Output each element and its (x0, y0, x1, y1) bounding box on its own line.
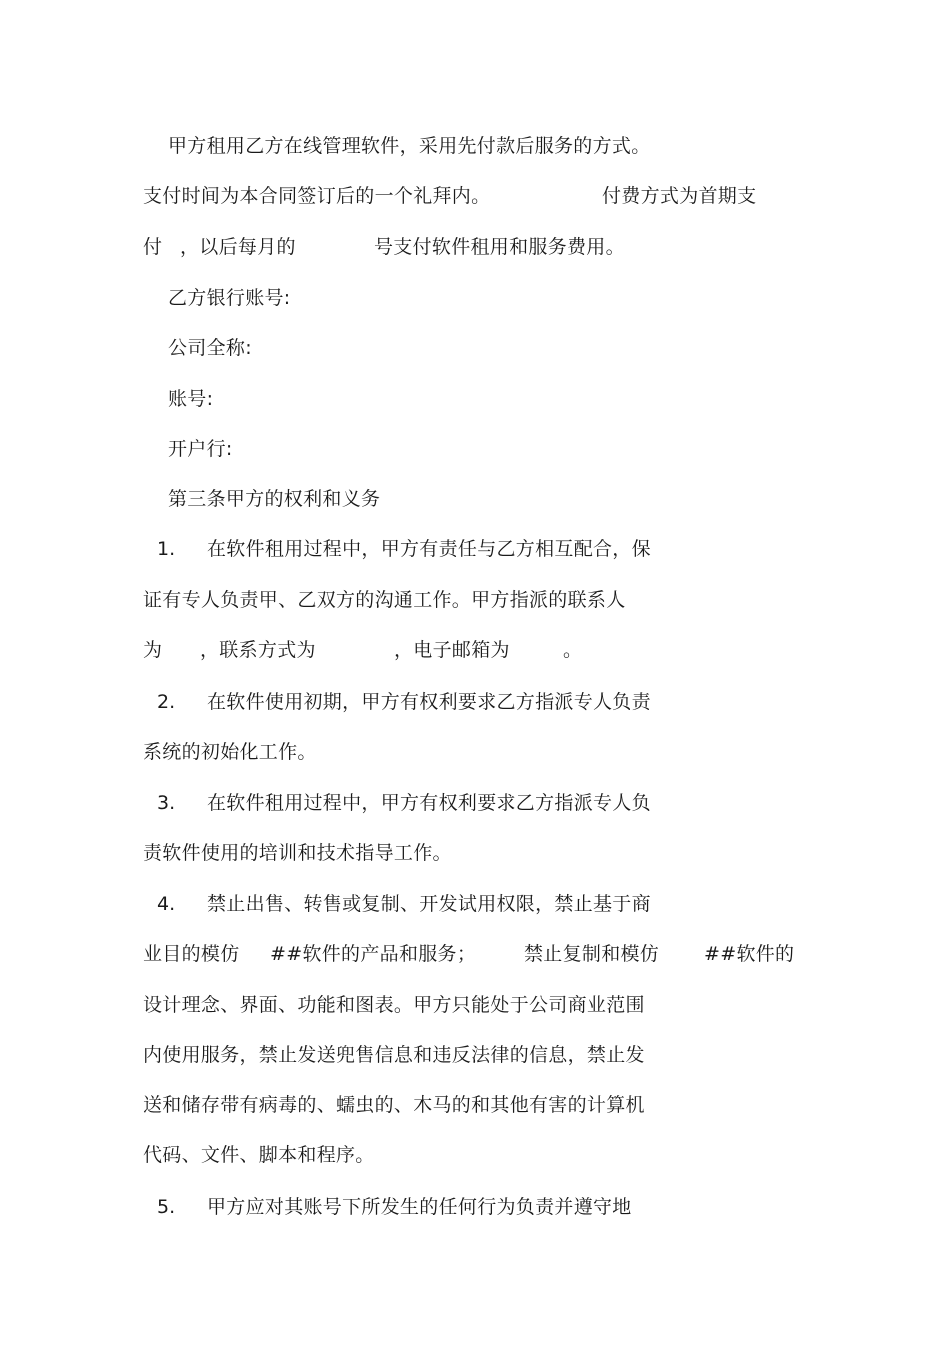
paragraph-line: 甲方租用乙方在线管理软件，采用先付款后服务的方式。 (168, 135, 651, 157)
paragraph-line: ，联系方式为 (200, 639, 316, 661)
paragraph-line: 付费方式为首期支 (602, 185, 757, 207)
list-item-text: 在软件租用过程中，甲方有权利要求乙方指派专人负 (207, 792, 651, 814)
bank-branch-label: 开户行: (168, 438, 233, 460)
paragraph-line: 证有专人负责甲、乙双方的沟通工作。甲方指派的联系人 (143, 589, 626, 611)
list-item-text: 甲方应对其账号下所发生的任何行为负责并遵守地 (207, 1196, 632, 1218)
paragraph-line: 为 (143, 639, 163, 661)
paragraph-line: 号支付软件租用和服务费用。 (374, 236, 625, 258)
paragraph-line: 系统的初始化工作。 (143, 741, 317, 763)
paragraph-line: ##软件的产品和服务； (270, 943, 477, 965)
section-heading: 第三条甲方的权利和义务 (168, 488, 381, 510)
paragraph-line: 代码、文件、脚本和程序。 (143, 1144, 375, 1166)
paragraph-line: 责软件使用的培训和技术指导工作。 (143, 842, 452, 864)
list-number: 1. (157, 538, 176, 560)
paragraph-line: 送和储存带有病毒的、蠕虫的、木马的和其他有害的计算机 (143, 1094, 645, 1116)
paragraph-line: 禁止复制和模仿 (524, 943, 660, 965)
paragraph-line: 设计理念、界面、功能和图表。甲方只能处于公司商业范围 (143, 994, 645, 1016)
paragraph-line: 。 (563, 639, 583, 661)
list-item-text: 禁止出售、转售或复制、开发试用权限，禁止基于商 (207, 893, 651, 915)
list-item-text: 在软件使用初期，甲方有权利要求乙方指派专人负责 (207, 691, 651, 713)
bank-account-heading: 乙方银行账号: (168, 287, 291, 309)
list-number: 3. (157, 792, 176, 814)
paragraph-line: 付 (143, 236, 163, 258)
paragraph-line: 业目的模仿 (143, 943, 240, 965)
paragraph-line: 内使用服务，禁止发送兜售信息和违反法律的信息，禁止发 (143, 1044, 645, 1066)
paragraph-line: ，以后每月的 (180, 236, 296, 258)
list-number: 4. (157, 893, 176, 915)
account-number-label: 账号: (168, 388, 214, 410)
company-name-label: 公司全称: (168, 337, 252, 359)
list-number: 5. (157, 1196, 176, 1218)
paragraph-line: 支付时间为本合同签订后的一个礼拜内。 (143, 185, 491, 207)
list-item-text: 在软件租用过程中，甲方有责任与乙方相互配合，保 (207, 538, 651, 560)
paragraph-line: ##软件的 (704, 943, 795, 965)
paragraph-line: ，电子邮箱为 (394, 639, 510, 661)
list-number: 2. (157, 691, 176, 713)
